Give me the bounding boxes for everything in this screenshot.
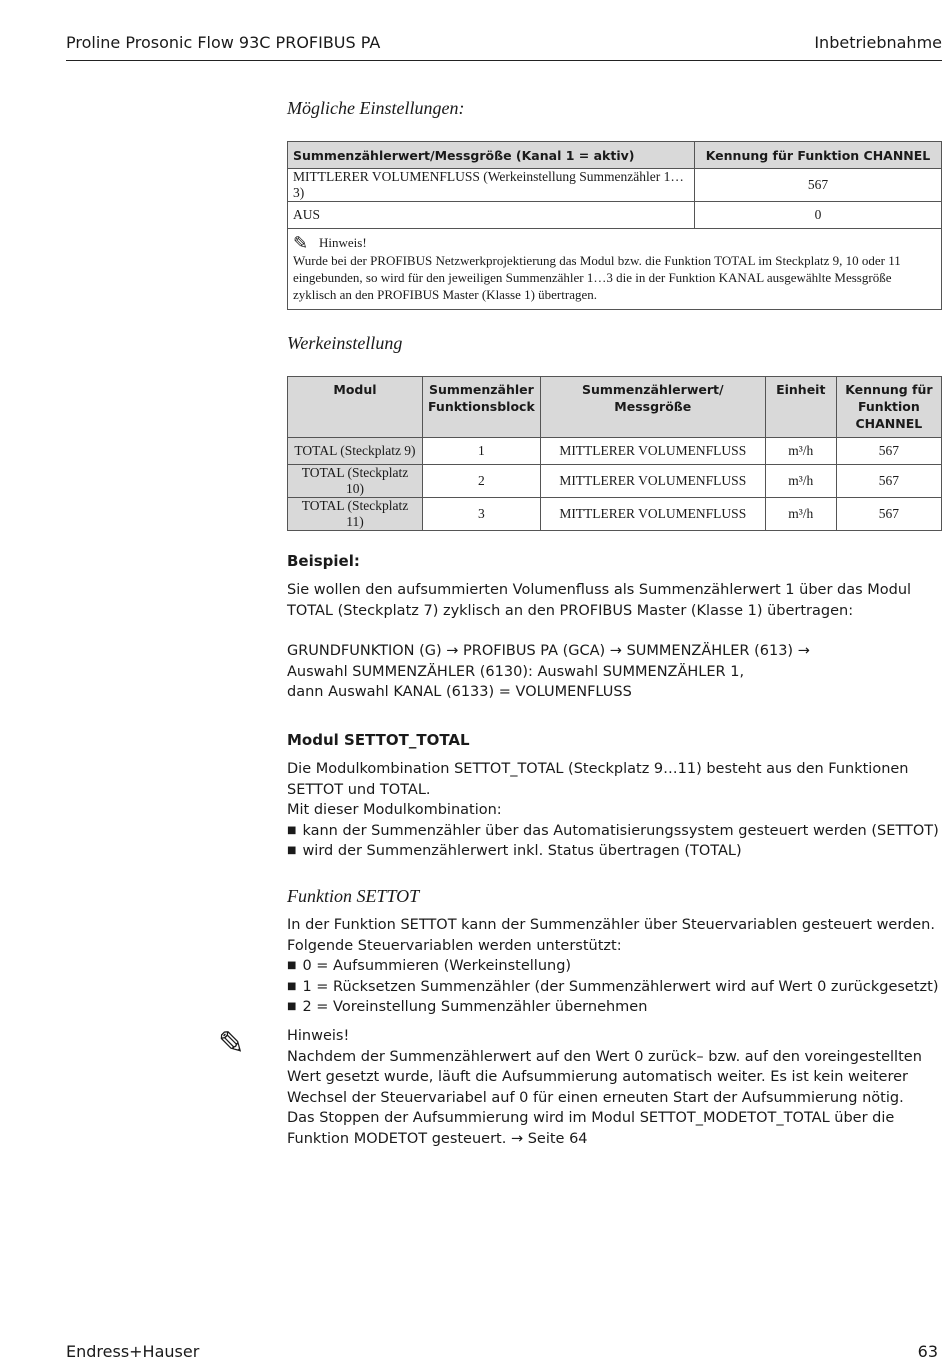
- table-note-row: [288, 229, 942, 310]
- table-header: Summenzählerwert/ Messgröße: [540, 377, 765, 438]
- note-paragraph: Das Stoppen der Aufsummierung wird im Modul SETTOT_MODETOT_TOTAL über die Funktion MODETOT gesteuert. → Seite 64: [287, 1110, 895, 1147]
- page-header: [66, 30, 942, 61]
- settings-table-wrapper: [287, 141, 942, 310]
- table-header: Kennung für Funktion CHANNEL: [836, 377, 941, 438]
- table-header: Einheit: [765, 377, 836, 438]
- footer-company: Endress+Hauser: [66, 1342, 200, 1361]
- table-cell: MITTLERER VOLUMENFLUSS: [540, 498, 765, 531]
- pencil-icon: ✎: [218, 1024, 245, 1062]
- example-paragraph: Sie wollen den aufsummierten Volumenfluss als Summenzählerwert 1 über das Modul TOTAL (Steckplatz 7) zyklisch an den PROFIBUS Master (Klasse 1) übertragen:: [287, 582, 912, 619]
- table-cell: 567: [836, 498, 941, 531]
- table-cell: MITTLERER VOLUMENFLUSS: [540, 465, 765, 498]
- factory-table: [287, 376, 942, 531]
- note-block: [287, 1026, 942, 1149]
- table-header: Modul: [288, 377, 423, 438]
- table-row: [288, 465, 942, 498]
- menu-path-line: GRUNDFUNKTION (G) → PROFIBUS PA (GCA) → SUMMENZÄHLER (613) →: [287, 643, 810, 659]
- table-cell: AUS: [288, 202, 695, 229]
- list-item: ■ 0 = Aufsummieren (Werkeinstellung): [287, 956, 942, 977]
- modul-text: [287, 759, 942, 862]
- settot-paragraph: Folgende Steuervariablen werden unterstützt:: [287, 937, 622, 954]
- note-title: Hinweis!: [287, 1028, 350, 1044]
- table-cell: m³/h: [765, 465, 836, 498]
- table-cell: TOTAL (Steckplatz 9): [288, 438, 423, 465]
- section-heading-factory: Werkeinstellung: [287, 333, 403, 353]
- table-cell: MITTLERER VOLUMENFLUSS: [540, 438, 765, 465]
- table-cell: 0: [695, 202, 942, 229]
- modul-paragraph: Mit dieser Modulkombination:: [287, 802, 502, 818]
- table-row: [288, 498, 942, 531]
- menu-path-line: dann Auswahl KANAL (6133) = VOLUMENFLUSS: [287, 684, 632, 700]
- settot-heading: Funktion SETTOT: [287, 886, 420, 906]
- table-cell: 3: [423, 498, 541, 531]
- modul-paragraph: Die Modulkombination SETTOT_TOTAL (Steckplatz 9…11) besteht aus den Funktionen SETTOT und TOTAL.: [287, 761, 909, 798]
- table-cell: 567: [836, 465, 941, 498]
- table-cell: 567: [695, 169, 942, 202]
- table-cell: m³/h: [765, 438, 836, 465]
- example-heading: Beispiel:: [287, 552, 360, 570]
- note-paragraph: Nachdem der Summenzählerwert auf den Wert 0 zurück– bzw. auf den voreingestellten Wert gesetzt wurde, läuft die Aufsummierung automatisch weiter. Es ist kein weiterer Wechsel der Steuervariabel auf 0 für einen erneuten Start der Aufsummierung nötig.: [287, 1048, 922, 1106]
- table-cell: MITTLERER VOLUMENFLUSS (Werkeinstellung Summenzähler 1…3): [288, 169, 695, 202]
- table-cell: 2: [423, 465, 541, 498]
- table-row: [288, 169, 942, 202]
- pencil-icon: ✎: [293, 233, 309, 253]
- table-cell: TOTAL (Steckplatz 10): [288, 465, 423, 498]
- table-cell: 567: [836, 438, 941, 465]
- table-note: [288, 229, 942, 310]
- header-section: Inbetriebnahme: [814, 33, 942, 52]
- table-header: Summenzähler Funktionsblock: [423, 377, 541, 438]
- table-header: Summenzählerwert/Messgröße (Kanal 1 = aktiv): [288, 142, 695, 169]
- note-title: Hinweis!: [319, 235, 367, 250]
- note-text: Wurde bei der PROFIBUS Netzwerkprojektierung das Modul bzw. die Funktion TOTAL im Steckplatz 9, 10 oder 11 eingebunden, so wird für den jeweiligen Summenzähler 1…3 die in der Funktion KANAL ausgewählte Messgröße zyklisch an den PROFIBUS Master (Klasse 1) übertragen.: [293, 253, 901, 302]
- table-cell: m³/h: [765, 498, 836, 531]
- list-item: ■ wird der Summenzählerwert inkl. Status übertragen (TOTAL): [287, 841, 942, 862]
- settot-paragraph: In der Funktion SETTOT kann der Summenzähler über Steuervariablen gesteuert werden.: [287, 917, 935, 933]
- factory-table-wrapper: [287, 376, 942, 531]
- menu-path-line: Auswahl SUMMENZÄHLER (6130): Auswahl SUMMENZÄHLER 1,: [287, 663, 745, 680]
- list-item: ■ kann der Summenzähler über das Automatisierungssystem gesteuert werden (SETTOT): [287, 821, 942, 842]
- settings-table: [287, 141, 942, 310]
- table-cell: TOTAL (Steckplatz 11): [288, 498, 423, 531]
- section-heading-settings: Mögliche Einstellungen:: [287, 98, 465, 118]
- settot-text: [287, 915, 942, 1018]
- modul-heading: Modul SETTOT_TOTAL: [287, 731, 470, 749]
- table-header: Kennung für Funktion CHANNEL: [695, 142, 942, 169]
- table-cell: 1: [423, 438, 541, 465]
- list-item: ■ 1 = Rücksetzen Summenzähler (der Summenzählerwert wird auf Wert 0 zurückgesetzt): [287, 977, 942, 998]
- list-item: ■ 2 = Voreinstellung Summenzähler übernehmen: [287, 997, 942, 1018]
- page-number: 63: [917, 1342, 938, 1361]
- table-row: [288, 202, 942, 229]
- table-row: [288, 438, 942, 465]
- header-title: Proline Prosonic Flow 93C PROFIBUS PA: [66, 33, 381, 52]
- example-text: [287, 580, 942, 703]
